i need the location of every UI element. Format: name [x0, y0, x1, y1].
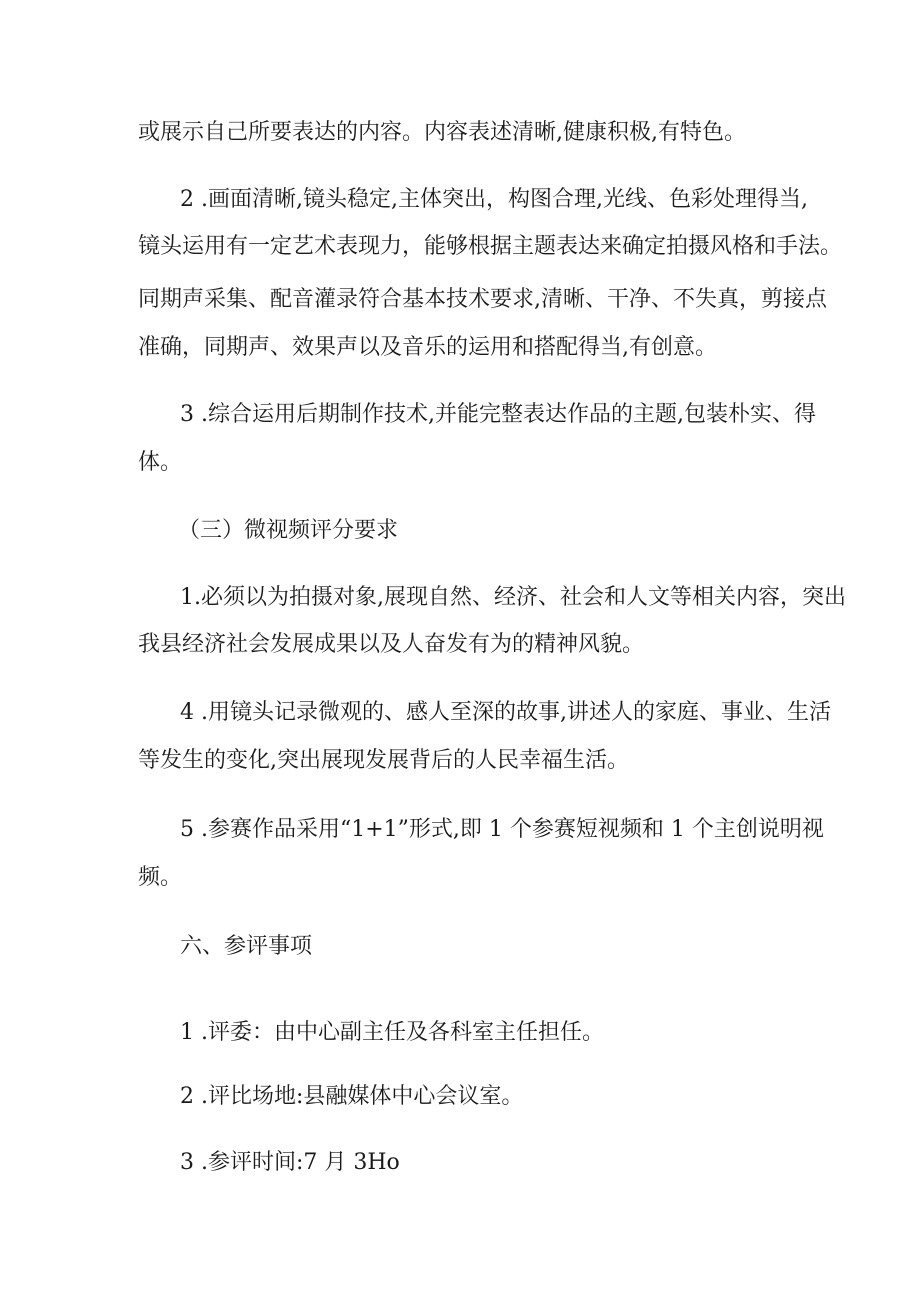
review-item-1: 1 .评委：由中心副主任及各科室主任担任。	[180, 1020, 604, 1045]
micro-video-req-4-line-2: 等发生的变化,突出展现发展背后的人民幸福生活。	[138, 748, 629, 773]
section-heading-micro-video: （三）微视频评分要求	[178, 518, 399, 543]
criterion-3-line-1: 3 .综合运用后期制作技术,并能完整表达作品的主题,包装朴实、得	[180, 402, 816, 427]
paragraph-intro-tail: 或展示自己所要表达的内容。内容表述清晰,健康积极,有特色。	[138, 120, 746, 145]
micro-video-req-1-line-1: 1.必须以为拍摄对象,展现自然、经济、社会和人文等相关内容，突出	[180, 585, 846, 610]
micro-video-req-1-line-2: 我县经济社会发展成果以及人奋发有为的精神风貌。	[138, 632, 645, 657]
review-item-2: 2 .评比场地:县融媒体中心会议室。	[180, 1084, 524, 1109]
micro-video-req-4-line-1: 4 .用镜头记录微观的、感人至深的故事,讲述人的家庭、事业、生活	[180, 700, 831, 725]
section-heading-review-matters: 六、参评事项	[180, 934, 313, 959]
criterion-2-line-3: 同期声采集、配音灌录符合基本技术要求,清晰、干净、不失真，剪接点	[138, 287, 827, 312]
criterion-2-line-4: 准确，同期声、效果声以及音乐的运用和搭配得当,有创意。	[138, 335, 717, 360]
review-item-3: 3 .参评时间:7 月 3Ho	[180, 1150, 400, 1175]
micro-video-req-5-line-2: 频。	[138, 865, 183, 890]
criterion-2-line-2: 镜头运用有一定艺术表现力，能够根据主题表达来确定拍摄风格和手法。	[138, 234, 843, 259]
criterion-3-line-2: 体。	[138, 450, 183, 475]
criterion-2-line-1: 2 .画面清晰,镜头稳定,主体突出，构图合理,光线、色彩处理得当,	[180, 187, 808, 212]
micro-video-req-5-line-1: 5 .参赛作品采用“1+1”形式,即 1 个参赛短视频和 1 个主创说明视	[180, 817, 824, 842]
